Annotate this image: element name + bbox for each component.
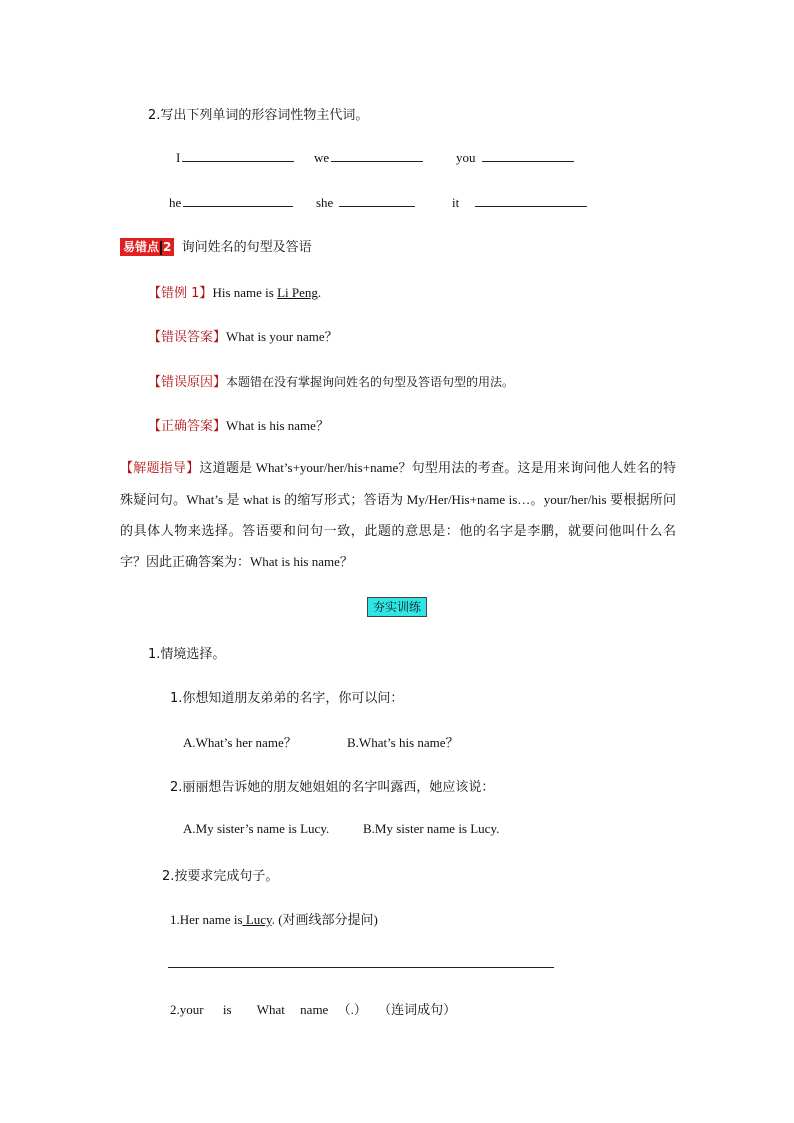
correct-answer-bracket-open: 【 — [148, 419, 162, 434]
correct-answer-label: 正确答案 — [161, 419, 214, 434]
blank-i[interactable] — [182, 149, 294, 162]
ex2-s2 — [170, 999, 456, 1018]
example-line — [148, 282, 321, 301]
word-we: we — [314, 150, 330, 165]
text-cursor-icon — [160, 241, 162, 255]
wrong-reason-text: 本题错在没有掌握询问姓名的句型及答语句型的用法。 — [226, 375, 515, 389]
wrong-reason-label: 错误原因 — [161, 375, 214, 390]
correct-answer-line — [148, 415, 329, 434]
guide-bracket-open: 【 — [120, 461, 134, 476]
error-tag-text: 易错点 — [123, 240, 160, 254]
example-text: His name is — [212, 285, 278, 300]
wrong-reason-line — [148, 371, 514, 390]
ex1-title: 1.情境选择。 — [148, 647, 226, 662]
ex2-s1 — [170, 909, 378, 928]
ex1-q1-option-b[interactable]: B.What’s his name？ — [347, 735, 459, 750]
wrong-answer-bracket-close: 】 — [213, 330, 227, 345]
example-text-end: . — [317, 285, 322, 300]
blank-he[interactable] — [183, 194, 293, 207]
section-title: 夯实训练 — [372, 600, 421, 614]
word-he-group — [169, 194, 293, 211]
guide-text: 这道题是 What’s+your/her/his+name？句型用法的考查。这是用来询问他人姓名的特殊疑问句。What’s 是 what is 的缩写形式；答语为 My/Her/His+name is…。your/her/his 要根据所问的具体人物来选择。答语要和问句一致，此题的意思是：他的名字是李鹏，就要问他叫什么名字？因此正确答案为：What is his name？ — [120, 460, 676, 569]
wrong-answer-text: What is your name？ — [226, 329, 338, 344]
example-bracket-open: 【 — [148, 286, 162, 301]
guide-label: 解题指导 — [133, 461, 187, 476]
wrong-reason-bracket-open: 【 — [148, 375, 162, 390]
word-i: I — [176, 150, 181, 165]
example-underlined: Li Peng — [277, 285, 318, 300]
guide-bracket-close: 】 — [186, 461, 200, 476]
word-it: it — [452, 195, 460, 210]
wrong-reason-bracket-close: 】 — [213, 375, 227, 390]
blank-it[interactable] — [475, 194, 587, 207]
error-point-header — [120, 236, 312, 256]
ex2-s1-answer-line[interactable] — [168, 967, 554, 968]
wrong-answer-line — [148, 326, 338, 345]
ex2-title: 2.按要求完成句子。 — [162, 869, 279, 884]
ex1-q1-option-a[interactable]: A.What’s her name？ — [183, 735, 297, 750]
example-bracket-close: 】 — [199, 286, 213, 301]
ex1-q1: 1.你想知道朋友弟弟的名字，你可以问： — [170, 691, 404, 706]
guide-paragraph — [120, 452, 676, 577]
ex2-s2-word-1: 2.your — [170, 1002, 204, 1017]
word-you-group — [456, 149, 574, 166]
word-he: he — [169, 195, 182, 210]
blank-you[interactable] — [482, 149, 574, 162]
wrong-answer-bracket-open: 【 — [148, 330, 162, 345]
blank-we[interactable] — [331, 149, 423, 162]
ex2-s2-word-2: is — [222, 1002, 232, 1017]
ex1-q2-option-a[interactable]: A.My sister’s name is Lucy. — [183, 821, 330, 836]
ex1-q2: 2.丽丽想告诉她的朋友她姐姐的名字叫露西，她应该说： — [170, 780, 495, 795]
word-we-group — [314, 149, 423, 166]
word-you: you — [456, 150, 476, 165]
question-2-title: 2.写出下列单词的形容词性物主代词。 — [148, 108, 369, 123]
error-tag-number: 2 — [163, 240, 172, 254]
ex1-q2-option-b[interactable]: B.My sister name is Lucy. — [363, 821, 500, 836]
word-she-group — [316, 194, 415, 211]
correct-answer-bracket-close: 】 — [213, 419, 227, 434]
ex2-s2-word-4: name — [300, 1002, 329, 1017]
word-she: she — [316, 195, 334, 210]
ex2-s2-word-5: （.） — [337, 1002, 367, 1017]
ex2-s1-after: . (对画线部分提问) — [271, 912, 378, 927]
error-point-heading: 询问姓名的句型及答语 — [181, 240, 312, 255]
example-label: 错例 1 — [161, 286, 200, 301]
wrong-answer-label: 错误答案 — [161, 330, 214, 345]
correct-answer-text: What is his name？ — [226, 418, 329, 433]
ex2-s2-note: （连词成句） — [378, 1003, 457, 1018]
blank-she[interactable] — [339, 194, 415, 207]
ex2-s2-word-3: What — [256, 1002, 285, 1017]
section-title-box — [367, 597, 427, 617]
word-row-1 — [176, 149, 294, 166]
error-point-tag — [120, 238, 174, 256]
ex2-s1-before: 1.Her name is — [170, 912, 243, 927]
ex2-s1-underlined: Lucy — [242, 912, 272, 927]
word-it-group — [452, 194, 587, 211]
